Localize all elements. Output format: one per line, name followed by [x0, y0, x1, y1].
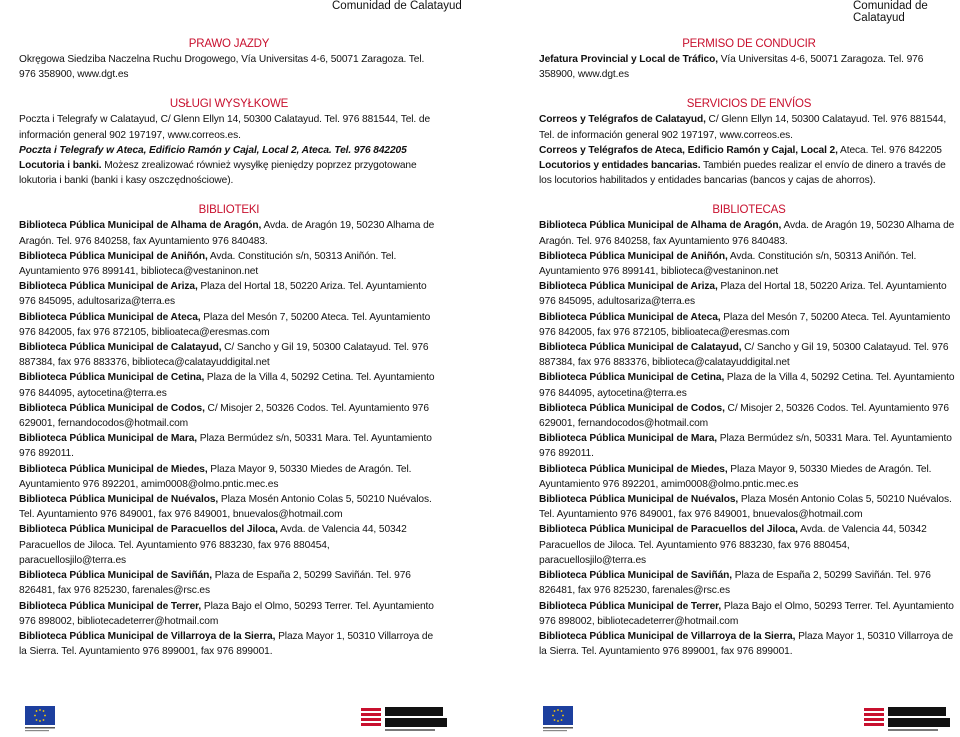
postal-2-es-bold: Correos y Telégrafos de Ateca, Edificio Ramón y Cajal, Local 2, [539, 144, 838, 156]
library-detail: Plaza Mayor 1, 50310 Villarroya de la Sierra. Tel. Ayuntamiento 976 899001, fax 976 899001. [19, 630, 434, 658]
library-entry [19, 401, 439, 431]
driving-text-es-rest: Vía Universitas 4-6, 50071 Zaragoza. Tel. 976 358900, www.dgt.es [539, 54, 924, 81]
library-entry [19, 370, 439, 400]
postal-3-pl [19, 158, 439, 188]
eu-logo-left [25, 706, 55, 732]
library-detail: Plaza de la Villa 4, 50292 Cetina. Tel. Ayuntamiento 976 844095, aytocetina@terra.es [19, 372, 435, 399]
library-entry [19, 568, 439, 598]
library-entry [539, 431, 959, 461]
library-detail: Plaza del Mesón 7, 50200 Ateca. Tel. Ayuntamiento 976 842005, fax 976 872105, biblioateca@eresmas.com [19, 311, 431, 338]
library-detail: Plaza Mosén Antonio Colas 5, 50210 Nuévalos. Tel. Ayuntamiento 976 849001, fax 976 849001, bnuevalos@hotmail.com [19, 494, 432, 521]
library-name: Biblioteca Pública Municipal de Terrer, [539, 600, 722, 612]
library-name: Biblioteca Pública Municipal de Codos, [539, 402, 725, 414]
library-entry [19, 462, 439, 492]
aragon-emblem-icon [864, 706, 956, 732]
library-detail: C/ Sancho y Gil 19, 50300 Calatayud. Tel. 976 887384, fax 976 883376, biblioteca@calatayuddigital.net [539, 342, 949, 369]
library-detail: Avda. de Valencia 44, 50342 Paracuellos de Jiloca. Tel. Ayuntamiento 976 883230, fax 976 880454, paracuellosjilo@terra.es [539, 524, 927, 566]
library-detail: Plaza de España 2, 50299 Saviñán. Tel. 976 826481, fax 976 825230, farenales@rsc.es [19, 570, 411, 597]
postal-2-es [539, 143, 959, 158]
library-entry [19, 629, 439, 659]
eu-logo-right [543, 706, 573, 732]
driving-text-pl [19, 52, 439, 82]
library-name: Biblioteca Pública Municipal de Calatayud, [19, 342, 222, 354]
library-name: Biblioteca Pública Municipal de Nuévalos, [19, 494, 219, 506]
library-detail: Plaza del Hortal 18, 50220 Ariza. Tel. Ayuntamiento 976 845095, adultosariza@terra.es [539, 281, 947, 308]
library-name: Biblioteca Pública Municipal de Villarroya de la Sierra, [19, 630, 276, 642]
library-detail: Plaza Mayor 9, 50330 Miedes de Aragón. Tel. Ayuntamiento 976 892201, amim0008@olmo.pntic.mec.es [539, 463, 932, 490]
library-detail: Plaza Mayor 9, 50330 Miedes de Aragón. Tel. Ayuntamiento 976 892201, amim0008@olmo.pntic.mec.es [19, 463, 412, 490]
library-name: Biblioteca Pública Municipal de Aniñón, [539, 250, 728, 262]
driving-text-es [539, 52, 959, 82]
header-right: Comunidad de Calatayud [853, 0, 928, 24]
driving-text-pl-span: Okręgowa Siedziba Naczelna Ruchu Drogowego, Vía Universitas 4-6, 50071 Zaragoza. Tel. 976 358900, www.dgt.es [19, 54, 425, 81]
library-detail: Plaza Bermúdez s/n, 50331 Mara. Tel. Ayuntamiento 976 892011. [539, 433, 952, 460]
library-entry [19, 340, 439, 370]
gobierno-aragon-logo-right [864, 706, 956, 732]
library-detail: Plaza Bajo el Olmo, 50293 Terrer. Tel. Ayuntamiento 976 898002, bibliotecadeterrer@hotmail.com [539, 600, 954, 627]
library-entry [539, 462, 959, 492]
library-name: Biblioteca Pública Municipal de Mara, [539, 433, 718, 445]
library-detail: Plaza de la Villa 4, 50292 Cetina. Tel. Ayuntamiento 976 844095, aytocetina@terra.es [539, 372, 955, 399]
library-name: Biblioteca Pública Municipal de Saviñán, [539, 570, 733, 582]
library-name: Biblioteca Pública Municipal de Saviñán, [19, 570, 213, 582]
library-entry [539, 218, 959, 248]
libraries-title-pl: BIBLIOTEKI [198, 204, 260, 217]
library-detail: Avda. de Aragón 19, 50230 Alhama de Aragón. Tel. 976 840258, fax Ayuntamiento 976 840483. [539, 220, 955, 247]
library-name: Biblioteca Pública Municipal de Miedes, [539, 463, 728, 475]
library-detail: C/ Misojer 2, 50326 Codos. Tel. Ayuntamiento 976 629001, fernandocodos@hotmail.com [539, 402, 949, 430]
library-detail: Avda. Constitución s/n, 50313 Aniñón. Tel. Ayuntamiento 976 899141, biblioteca@vestaninon.net [19, 250, 397, 278]
library-name: Biblioteca Pública Municipal de Ariza, [19, 281, 198, 293]
driving-title-pl: PRAWO JAZDY [188, 38, 270, 50]
library-entry [539, 340, 959, 370]
library-name: Biblioteca Pública Municipal de Cetina, [19, 372, 205, 384]
postal-3-es [539, 158, 959, 188]
library-detail: C/ Misojer 2, 50326 Codos. Tel. Ayuntamiento 976 629001, fernandocodos@hotmail.com [19, 402, 429, 430]
library-entry [19, 522, 439, 568]
library-name: Biblioteca Pública Municipal de Aniñón, [19, 250, 208, 262]
library-name: Biblioteca Pública Municipal de Terrer, [19, 600, 202, 612]
library-entry [19, 249, 439, 279]
library-name: Biblioteca Pública Municipal de Villarroya de la Sierra, [539, 630, 796, 642]
library-list-es [539, 218, 959, 659]
spacer [19, 82, 439, 97]
postal-1-es [539, 112, 959, 142]
spacer [539, 188, 959, 203]
library-entry [539, 249, 959, 279]
postal-3-pl-rest: Możesz zrealizować również wysyłkę pieniędzy poprzez przygotowane lokutoria i banki (banki i kasy oszczędnościowe). [19, 160, 417, 187]
library-name: Biblioteca Pública Municipal de Ateca, [19, 311, 201, 323]
library-entry [539, 522, 959, 568]
library-detail: Avda. Constitución s/n, 50313 Aniñón. Tel. Ayuntamiento 976 899141, biblioteca@vestaninon.net [539, 250, 917, 278]
postal-3-pl-bold: Locutoria i banki. [19, 160, 102, 172]
library-entry [19, 310, 439, 340]
library-name: Biblioteca Pública Municipal de Alhama de Aragón, [19, 220, 262, 232]
postal-1-es-bold: Correos y Telégrafos de Calatayud, [539, 114, 706, 126]
library-name: Biblioteca Pública Municipal de Mara, [19, 433, 198, 445]
library-name: Biblioteca Pública Municipal de Paracuellos del Jiloca, [19, 524, 278, 536]
library-entry [539, 629, 959, 659]
library-entry [19, 599, 439, 629]
library-detail: Plaza del Hortal 18, 50220 Ariza. Tel. Ayuntamiento 976 845095, adultosariza@terra.es [19, 281, 427, 308]
right-column [539, 37, 959, 659]
library-entry [539, 310, 959, 340]
gobierno-aragon-logo-left [361, 706, 453, 732]
library-entry [539, 492, 959, 522]
library-name: Biblioteca Pública Municipal de Ateca, [539, 311, 721, 323]
postal-1-es-rest: C/ Glenn Ellyn 14, 50300 Calatayud. Tel. 976 881544, Tel. de información general 902 197197, www.correos.es. [539, 114, 947, 141]
library-name: Biblioteca Pública Municipal de Codos, [19, 402, 205, 414]
libraries-title-es: BIBLIOTECAS [712, 204, 786, 217]
library-entry [539, 599, 959, 629]
header-left: Comunidad de Calatayud [332, 0, 462, 12]
library-entry [19, 492, 439, 522]
library-name: Biblioteca Pública Municipal de Calatayud, [539, 342, 742, 354]
library-detail: Plaza Bermúdez s/n, 50331 Mara. Tel. Ayuntamiento 976 892011. [19, 433, 432, 460]
library-entry [19, 279, 439, 309]
library-detail: Plaza Mayor 1, 50310 Villarroya de la Sierra. Tel. Ayuntamiento 976 899001, fax 976 899001. [539, 630, 954, 658]
spacer [539, 82, 959, 97]
library-name: Biblioteca Pública Municipal de Nuévalos, [539, 494, 739, 506]
postal-1-pl: Poczta i Telegrafy w Calatayud, C/ Glenn Ellyn 14, 50300 Calatayud. Tel. 976 881544, Tel. de información general 902 197197, www.correos.es. [19, 114, 431, 141]
postal-2-es-rest: Ateca. Tel. 976 842205 [837, 144, 942, 156]
library-detail: C/ Sancho y Gil 19, 50300 Calatayud. Tel. 976 887384, fax 976 883376, biblioteca@calatayuddigital.net [19, 342, 429, 369]
library-detail: Plaza de España 2, 50299 Saviñán. Tel. 976 826481, fax 976 825230, farenales@rsc.es [539, 570, 931, 597]
library-name: Biblioteca Pública Municipal de Ariza, [539, 281, 718, 293]
spacer [19, 188, 439, 203]
library-entry [539, 370, 959, 400]
library-detail: Plaza Mosén Antonio Colas 5, 50210 Nuévalos. Tel. Ayuntamiento 976 849001, fax 976 849001, bnuevalos@hotmail.com [539, 494, 952, 521]
library-name: Biblioteca Pública Municipal de Cetina, [539, 372, 725, 384]
library-name: Biblioteca Pública Municipal de Paracuellos del Jiloca, [539, 524, 798, 536]
library-detail: Plaza del Mesón 7, 50200 Ateca. Tel. Ayuntamiento 976 842005, fax 976 872105, biblioateca@eresmas.com [539, 311, 951, 338]
postal-title-es: SERVICIOS DE ENVÍOS [686, 98, 812, 111]
library-detail: Plaza Bajo el Olmo, 50293 Terrer. Tel. Ayuntamiento 976 898002, bibliotecadeterrer@hotmail.com [19, 600, 434, 627]
library-detail: Avda. de Valencia 44, 50342 Paracuellos de Jiloca. Tel. Ayuntamiento 976 883230, fax 976 880454, paracuellosjilo@terra.es [19, 524, 407, 566]
left-column [19, 37, 439, 659]
library-name: Biblioteca Pública Municipal de Miedes, [19, 463, 208, 475]
library-detail: Avda. de Aragón 19, 50230 Alhama de Aragón. Tel. 976 840258, fax Ayuntamiento 976 840483. [19, 220, 435, 247]
postal-3-es-bold: Locutorios y entidades bancarias. [539, 160, 701, 172]
library-list-pl [19, 218, 439, 659]
driving-text-es-bold: Jefatura Provincial y Local de Tráfico, [539, 54, 718, 65]
aragon-emblem-icon [361, 706, 453, 732]
postal-title-pl: USŁUGI WYSYŁKOWE [169, 98, 289, 111]
library-entry [539, 401, 959, 431]
eu-flag-icon [543, 706, 573, 732]
postal-3-es-rest: También puedes realizar el envío de dinero a través de los locutorios habilitados y entidades bancarias (bancos y cajas de ahorros). [539, 160, 946, 187]
eu-flag-icon [25, 706, 55, 732]
library-entry [539, 568, 959, 598]
library-entry [19, 218, 439, 248]
driving-title-es: PERMISO DE CONDUCIR [682, 38, 816, 50]
postal-2-pl: Poczta i Telegrafy w Ateca, Edificio Ramón y Cajal, Local 2, Ateca. Tel. 976 842205 [19, 144, 407, 156]
library-entry [19, 431, 439, 461]
library-entry [539, 279, 959, 309]
library-name: Biblioteca Pública Municipal de Alhama de Aragón, [539, 220, 782, 232]
